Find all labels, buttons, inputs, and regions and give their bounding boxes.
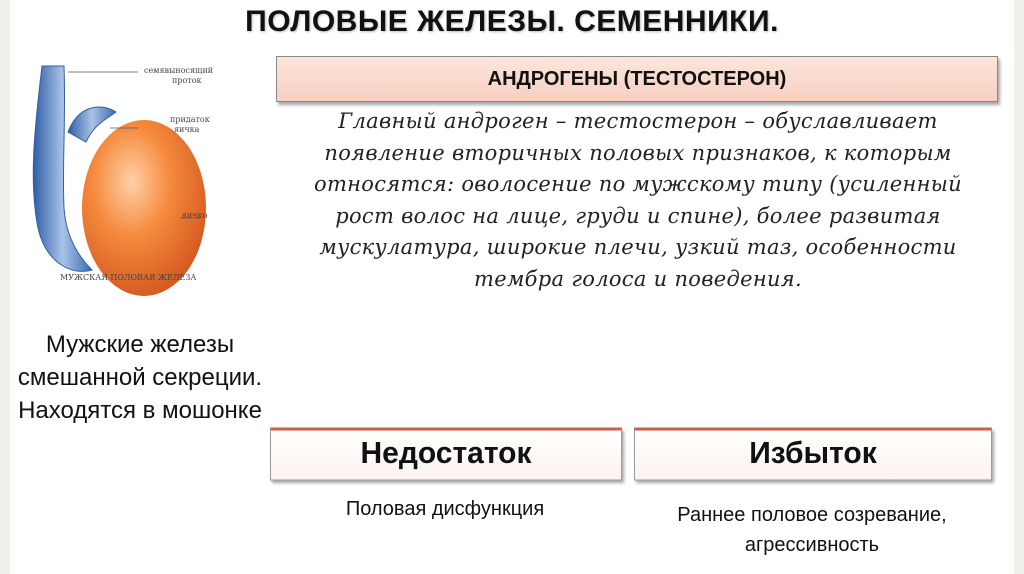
label-duct-2: проток — [172, 76, 202, 85]
deficiency-text: Половая дисфункция — [345, 498, 545, 520]
excess-text: Раннее половое созревание, агрессивность — [677, 504, 947, 556]
gland-description: Мужские железы смешанной секреции. Находятся в мошонке — [17, 331, 263, 424]
main-description-text: Главный андроген – тестостерон – обуславливает появление вторичных половых признаков, к которым относятся: оволосение по мужскому типу (усиленный рост волос на лице, груди и спине), более развитая мускулатура, широкие плечи, узкий таз, особенности тембра голоса и поведения. — [314, 109, 962, 291]
figure-caption: МУЖСКАЯ ПОЛОВАЯ ЖЕЛЕЗА — [60, 273, 197, 282]
testis-shape — [82, 120, 206, 296]
testis-illustration — [20, 58, 270, 298]
excess-box: Избыток — [634, 427, 992, 480]
androgens-header-box: АНДРОГЕНЫ (ТЕСТОСТЕРОН) — [276, 56, 998, 102]
label-duct-1: семявыносящий — [144, 66, 214, 75]
slide-title: ПОЛОВЫЕ ЖЕЛЕЗЫ. СЕМЕННИКИ. — [245, 5, 779, 38]
label-epididymis-2: яичка — [174, 125, 200, 134]
vas-deferens-shape — [33, 66, 92, 271]
label-epididymis-1: придаток — [170, 115, 210, 124]
label-testis: яичко — [182, 211, 208, 220]
deficiency-box: Недостаток — [270, 427, 622, 480]
